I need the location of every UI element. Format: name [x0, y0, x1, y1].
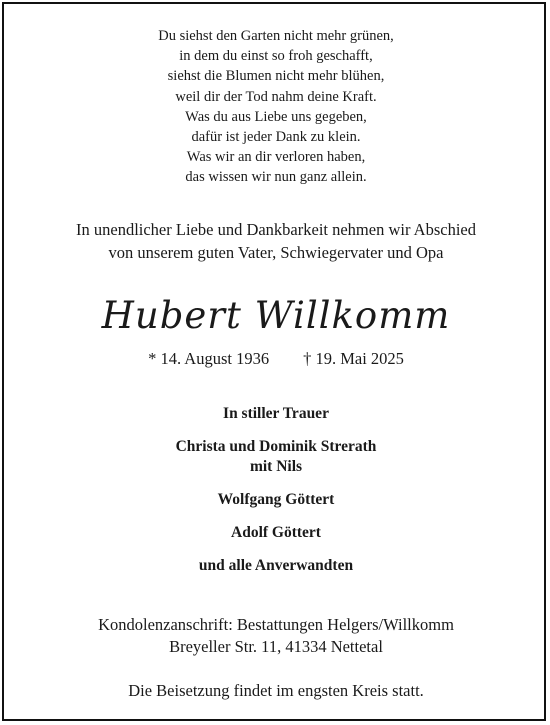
death-date: † 19. Mai 2025	[303, 349, 404, 368]
mourner-relatives: und alle Anverwandten	[198, 557, 354, 574]
life-dates	[4, 348, 548, 370]
intro-line: von unserem guten Vater, Schwiegervater und Opa	[108, 243, 444, 262]
mourning-heading: In stiller Trauer	[223, 405, 329, 422]
mourner-name: Adolf Göttert	[231, 524, 321, 541]
poem-line: dafür ist jeder Dank zu klein.	[191, 129, 361, 146]
poem-line: Was du aus Liebe uns gegeben,	[185, 108, 367, 125]
mourners	[4, 404, 548, 589]
mourner-line: mit Nils	[249, 458, 303, 475]
mourner-line: Christa und Dominik Strerath	[175, 438, 377, 455]
birth-date: * 14. August 1936	[148, 349, 270, 368]
poem-line: siehst die Blumen nicht mehr blühen,	[167, 68, 385, 85]
obituary-frame	[2, 2, 546, 721]
intro-line: In unendlicher Liebe und Dankbarkeit nehmen wir Abschied	[76, 220, 476, 239]
poem-line: Du siehst den Garten nicht mehr grünen,	[158, 28, 394, 44]
poem-line: in dem du einst so froh geschafft,	[179, 48, 373, 65]
condolence-address	[4, 614, 548, 658]
mourner-family	[4, 437, 548, 477]
condolence-line: Breyeller Str. 11, 41334 Nettetal	[169, 637, 383, 656]
mourner-name: Wolfgang Göttert	[217, 491, 335, 508]
intro-text	[4, 218, 548, 264]
poem-line: das wissen wir nun ganz allein.	[185, 169, 367, 186]
poem	[4, 26, 548, 188]
condolence-line: Kondolenzanschrift: Bestattungen Helgers/Willkomm	[98, 615, 454, 634]
deceased-name: Hubert Willkomm	[101, 294, 451, 337]
burial-notice: Die Beisetzung findet im engsten Kreis statt.	[128, 681, 424, 700]
poem-line: weil dir der Tod nahm deine Kraft.	[175, 88, 377, 105]
poem-line: Was wir an dir verloren haben,	[186, 149, 366, 166]
